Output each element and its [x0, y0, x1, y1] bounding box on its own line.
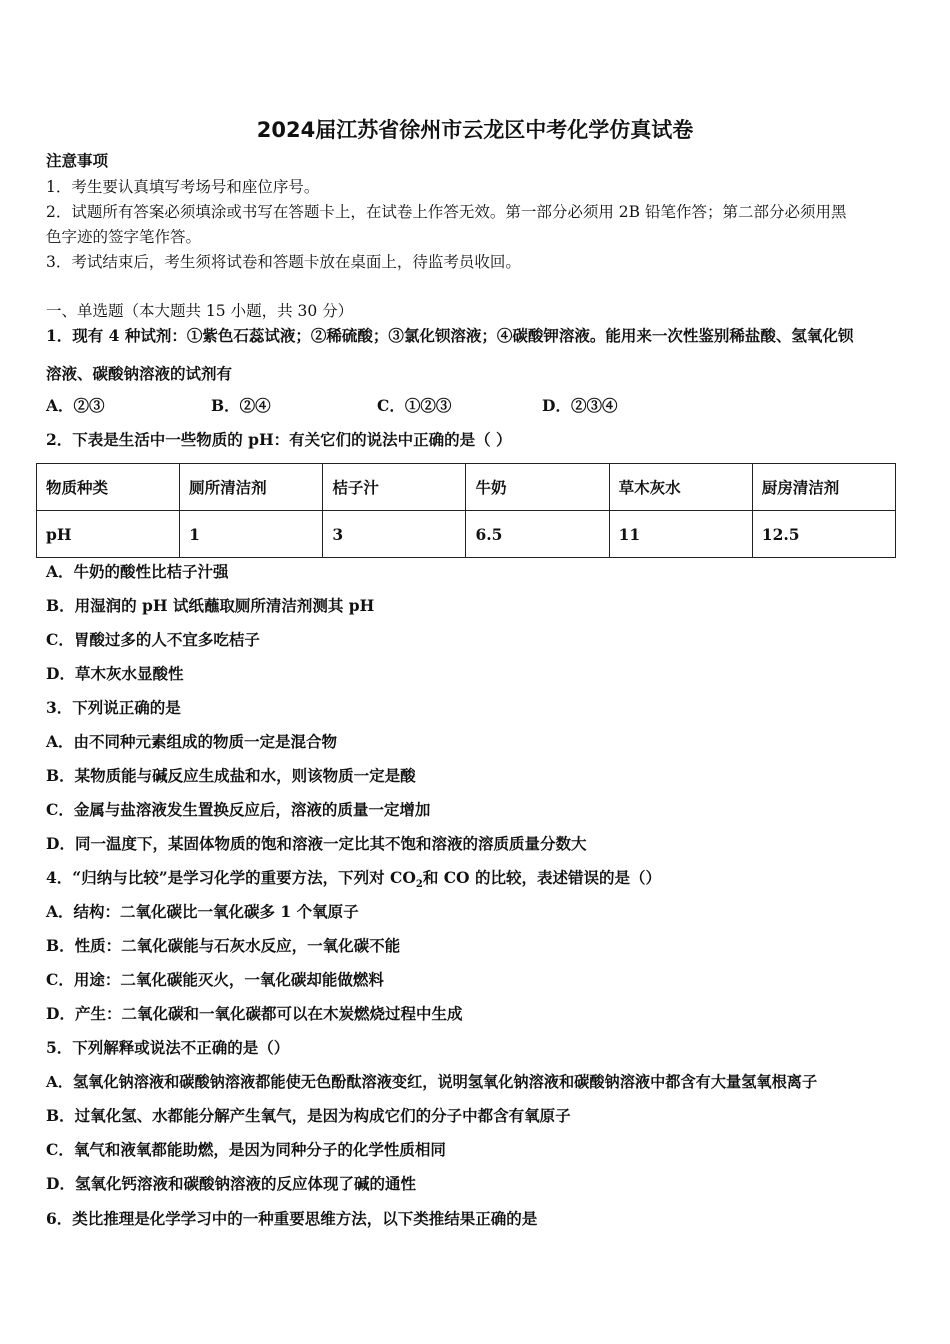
q4-stem-part2: 和 CO 的比较，表述错误的是（）: [422, 868, 661, 887]
notice-item: 1．考生要认真填写考场号和座位序号。: [46, 178, 320, 196]
q5-stem: 5．下列解释或说法不正确的是（）: [46, 1038, 290, 1057]
q3-option-b: B．某物质能与碱反应生成盐和水，则该物质一定是酸: [46, 766, 416, 785]
table-cell: 桔子汁: [323, 464, 466, 511]
q1-option-c: C．①②③: [377, 396, 452, 415]
q2-option-b: B．用湿润的 pH 试纸蘸取厕所清洁剂测其 pH: [46, 596, 375, 615]
q3-option-a: A．由不同种元素组成的物质一定是混合物: [46, 732, 338, 751]
q4-stem-subscript: 2: [415, 879, 423, 891]
q1-stem-line1: 1．现有 4 种试剂：①紫色石蕊试液；②稀硫酸；③氯化钡溶液；④碳酸钾溶液。能用来一次性鉴别稀盐酸、氢氧化钡: [46, 326, 854, 345]
table-cell: 3: [323, 511, 466, 558]
notice-item: 2．试题所有答案必须填涂或书写在答题卡上，在试卷上作答无效。第一部分必须用 2B 铅笔作答；第二部分必须用黑: [46, 203, 847, 221]
q5-option-d: D．氢氧化钙溶液和碳酸钠溶液的反应体现了碱的通性: [46, 1174, 416, 1193]
q1-option-d: D．②③④: [542, 396, 618, 415]
q4-option-b: B．性质：二氧化碳能与石灰水反应，一氧化碳不能: [46, 936, 401, 955]
notice-item: 色字迹的签字笔作答。: [46, 228, 202, 246]
table-cell: 厕所清洁剂: [180, 464, 323, 511]
q1-option-b: B．②④: [211, 396, 271, 415]
q2-option-d: D．草木灰水显酸性: [46, 664, 184, 683]
q2-option-a: A．牛奶的酸性比桔子汁强: [46, 562, 229, 581]
q5-option-b: B．过氧化氢、水都能分解产生氧气，是因为构成它们的分子中都含有氧原子: [46, 1106, 571, 1125]
ph-table: [36, 463, 896, 558]
notice-heading: 注意事项: [46, 151, 109, 170]
q3-option-c: C．金属与盐溶液发生置换反应后，溶液的质量一定增加: [46, 800, 431, 819]
table-header-row: [37, 464, 896, 511]
table-cell: 12.5: [752, 511, 895, 558]
table-cell: 物质种类: [37, 464, 180, 511]
q1-stem-line2: 溶液、碳酸钠溶液的试剂有: [46, 364, 233, 383]
q4-stem-part1: 4．“归纳与比较”是学习化学的重要方法，下列对 CO: [46, 868, 416, 887]
q2-stem: 2．下表是生活中一些物质的 pH：有关它们的说法中正确的是（ ）: [46, 430, 512, 449]
table-cell: 6.5: [466, 511, 609, 558]
notice-item: 3．考试结束后，考生须将试卷和答题卡放在桌面上，待监考员收回。: [46, 253, 521, 271]
q4-option-a: A．结构：二氧化碳比一氧化碳多 1 个氧原子: [46, 902, 359, 921]
table-cell: 草木灰水: [609, 464, 752, 511]
table-cell: 牛奶: [466, 464, 609, 511]
q6-stem: 6．类比推理是化学学习中的一种重要思维方法，以下类推结果正确的是: [46, 1209, 538, 1228]
section-heading: 一、单选题（本大题共 15 小题，共 30 分）: [46, 302, 354, 320]
q2-option-c: C．胃酸过多的人不宜多吃桔子: [46, 630, 260, 649]
table-row: [37, 511, 896, 558]
table-cell: 11: [609, 511, 752, 558]
table-cell: pH: [37, 511, 180, 558]
table-cell: 1: [180, 511, 323, 558]
q3-option-d: D．同一温度下，某固体物质的饱和溶液一定比其不饱和溶液的溶质质量分数大: [46, 834, 587, 853]
q4-stem: [46, 868, 661, 895]
q4-option-d: D．产生：二氧化碳和一氧化碳都可以在木炭燃烧过程中生成: [46, 1004, 463, 1023]
q4-option-c: C．用途：二氧化碳能灭火，一氧化碳却能做燃料: [46, 970, 384, 989]
q1-option-a: A．②③: [46, 396, 105, 415]
page-title: 2024届江苏省徐州市云龙区中考化学仿真试卷: [256, 118, 694, 142]
q5-option-c: C．氧气和液氧都能助燃，是因为同种分子的化学性质相同: [46, 1140, 446, 1159]
q3-stem: 3．下列说正确的是: [46, 698, 181, 717]
table-cell: 厨房清洁剂: [752, 464, 895, 511]
q5-option-a: A．氢氧化钠溶液和碳酸钠溶液都能使无色酚酞溶液变红，说明氢氧化钠溶液和碳酸钠溶液中都含有大量氢氧根离子: [46, 1073, 818, 1091]
